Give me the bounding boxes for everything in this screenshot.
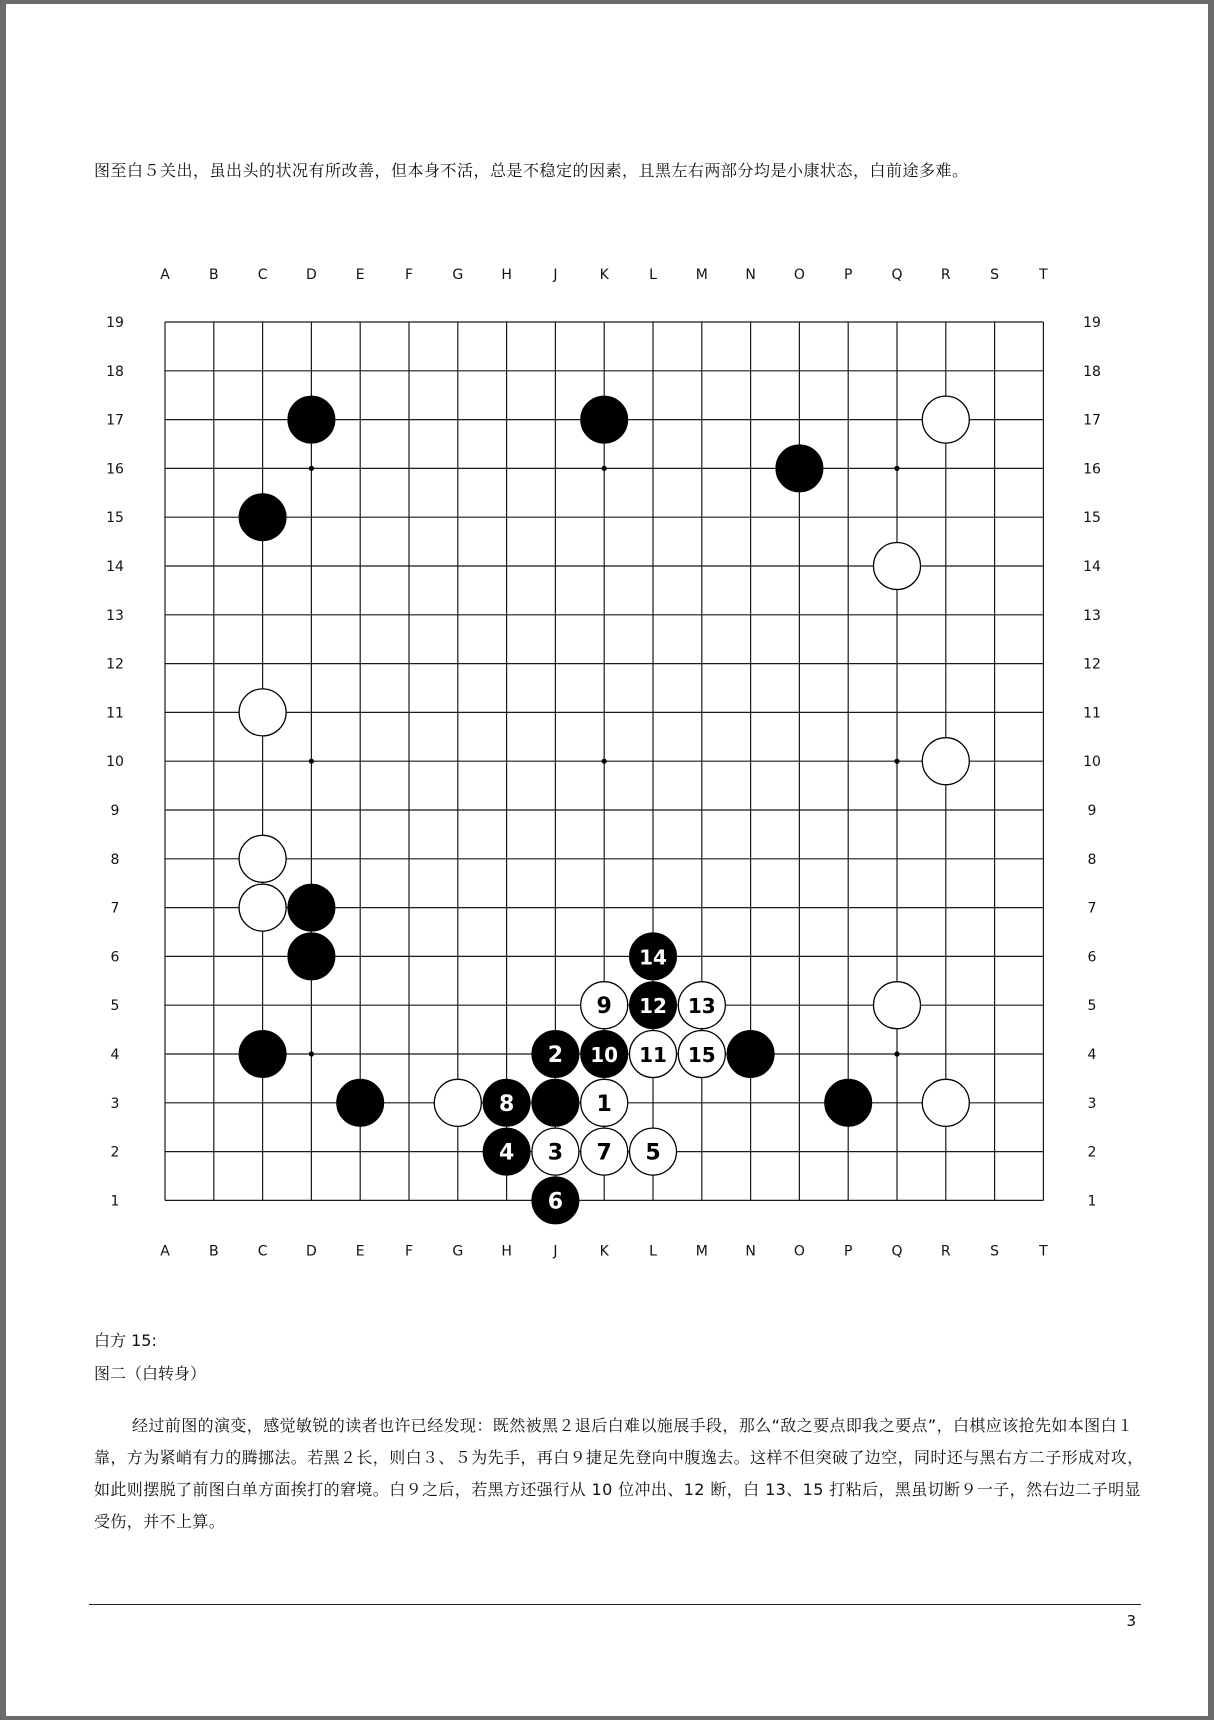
black-stone: [288, 933, 335, 980]
column-label-top: M: [695, 267, 708, 283]
move-number-label: 13: [687, 994, 716, 1019]
star-point: [894, 466, 899, 471]
column-label-top: H: [501, 267, 512, 283]
row-label-right: 12: [1083, 656, 1101, 673]
black-stone: [239, 494, 286, 541]
column-label-top: G: [452, 267, 464, 283]
row-label-left: 11: [106, 705, 124, 722]
star-point: [894, 1051, 899, 1056]
row-label-right: 1: [1087, 1193, 1097, 1210]
white-stone: [874, 543, 921, 590]
commentary-paragraph: 经过前图的演变，感觉敏锐的读者也许已经发现：既然被黑２退后白难以施展手段，那么“敌之要点即我之要点”，白棋应该抢先如本图白１靠，方为紧峭有力的腾挪法。若黑２长，则白３、５为先手，再白９捷足先登向中腹逸去。这样不但突破了边空，同时还与黑右方二子形成对攻，如此则摆脱了前图白单方面挨打的窘境。白９之后，若黑方还强行从 10 位冲出、12 断，白 13、15 打粘后，黑虽切断９一子，然右边二子明显受伤，并不上算。: [94, 1416, 1144, 1531]
star-point: [309, 759, 314, 764]
black-stone: [776, 445, 823, 492]
column-label-bottom: F: [404, 1243, 414, 1260]
row-label-right: 18: [1083, 363, 1101, 380]
row-label-left: 17: [106, 412, 124, 429]
row-label-left: 10: [106, 754, 124, 771]
black-stone: [288, 884, 335, 931]
white-stone: [922, 396, 969, 443]
column-label-top: K: [599, 267, 609, 283]
star-point: [309, 466, 314, 471]
move-number-label: 12: [639, 994, 667, 1019]
row-label-right: 14: [1083, 559, 1101, 575]
document-page: [6, 4, 1208, 1716]
row-label-right: 7: [1087, 900, 1097, 917]
column-label-bottom: B: [208, 1243, 219, 1260]
row-label-left: 2: [110, 1144, 120, 1161]
row-label-left: 12: [106, 656, 124, 673]
white-stone: [434, 1079, 481, 1126]
white-stone: [239, 884, 286, 931]
move-number-label: 2: [547, 1043, 564, 1068]
row-label-right: 5: [1087, 998, 1097, 1015]
column-label-bottom: J: [553, 1243, 558, 1260]
row-label-left: 7: [110, 900, 120, 917]
go-diagram: [6, 4, 1208, 1308]
column-label-bottom: T: [1039, 1243, 1048, 1260]
row-label-right: 17: [1083, 412, 1101, 429]
star-point: [894, 759, 899, 764]
column-label-bottom: M: [695, 1243, 708, 1260]
column-label-bottom: R: [940, 1243, 951, 1260]
footer-divider: [89, 1604, 1141, 1605]
column-label-bottom: E: [355, 1243, 365, 1260]
intro-paragraph: 图至白５关出，虽出头的状况有所改善，但本身不活，总是不稳定的因素，且黑左右两部分均是小康状态，白前途多难。: [94, 161, 969, 180]
column-label-top: T: [1039, 267, 1048, 283]
row-label-left: 1: [110, 1193, 120, 1210]
move-number-label: 11: [639, 1043, 667, 1067]
column-label-top: A: [160, 267, 170, 283]
row-label-right: 15: [1083, 510, 1101, 527]
row-label-left: 18: [106, 363, 124, 380]
row-label-right: 11: [1083, 705, 1101, 722]
column-label-bottom: S: [990, 1243, 1000, 1260]
row-label-left: 15: [106, 510, 124, 527]
black-stone: [727, 1031, 774, 1078]
move-number-label: 3: [547, 1140, 564, 1166]
star-point: [602, 466, 607, 471]
column-label-bottom: D: [306, 1243, 317, 1260]
row-label-left: 8: [110, 851, 120, 868]
move-number-label: 5: [645, 1140, 661, 1166]
column-label-top: N: [745, 267, 756, 283]
row-label-right: 9: [1087, 803, 1097, 819]
white-stone: [239, 835, 286, 882]
star-point: [309, 1051, 314, 1056]
row-label-left: 9: [110, 803, 120, 819]
column-label-top: Q: [891, 267, 903, 283]
move-number-label: 10: [590, 1043, 619, 1067]
move-number-label: 8: [498, 1091, 515, 1117]
column-label-bottom: C: [257, 1243, 268, 1260]
row-label-right: 16: [1083, 461, 1101, 478]
row-label-right: 10: [1083, 754, 1101, 771]
column-label-top: L: [649, 267, 657, 283]
row-label-left: 13: [106, 607, 124, 624]
column-label-top: J: [553, 267, 558, 283]
row-label-left: 3: [110, 1095, 120, 1112]
white-stone: [874, 982, 921, 1029]
black-stone: [581, 396, 628, 443]
row-label-left: 16: [106, 461, 124, 478]
column-label-top: C: [257, 267, 268, 283]
move-number-label: 7: [596, 1140, 612, 1166]
white-stone: [922, 738, 969, 785]
column-label-bottom: N: [745, 1243, 756, 1260]
column-label-top: F: [404, 267, 414, 283]
column-label-bottom: K: [599, 1243, 609, 1260]
row-label-left: 6: [110, 949, 120, 966]
white-stone: [239, 689, 286, 736]
column-label-bottom: G: [452, 1243, 464, 1260]
move-number-label: 14: [639, 945, 667, 970]
column-label-bottom: A: [160, 1243, 170, 1260]
move-number-label: 1: [596, 1091, 612, 1117]
move-number-label: 9: [596, 994, 612, 1020]
column-label-top: D: [306, 267, 317, 283]
black-stone: [337, 1079, 384, 1126]
row-label-right: 6: [1087, 949, 1097, 966]
go-board: [6, 4, 1208, 1304]
black-stone: [825, 1079, 872, 1126]
row-label-right: 8: [1087, 851, 1097, 868]
column-label-top: S: [990, 267, 1000, 283]
column-label-bottom: Q: [891, 1243, 903, 1260]
column-label-bottom: H: [501, 1243, 512, 1260]
column-label-bottom: O: [793, 1243, 805, 1260]
row-label-right: 2: [1087, 1144, 1097, 1161]
column-label-top: O: [793, 267, 805, 283]
move-caption: 白方 15:: [94, 1331, 157, 1350]
figure-caption: 图二（白转身）: [94, 1364, 207, 1383]
row-label-left: 4: [110, 1047, 120, 1063]
row-label-left: 19: [106, 315, 124, 331]
column-label-top: P: [843, 267, 853, 283]
column-label-top: R: [940, 267, 951, 283]
row-label-right: 19: [1083, 315, 1101, 331]
page-number: 3: [1126, 1612, 1136, 1630]
black-stone: [239, 1031, 286, 1078]
column-label-top: B: [208, 267, 219, 283]
black-stone: [532, 1079, 579, 1126]
column-label-bottom: L: [649, 1243, 657, 1260]
move-number-label: 4: [498, 1140, 515, 1166]
row-label-right: 3: [1087, 1095, 1097, 1112]
row-label-right: 13: [1083, 607, 1101, 624]
row-label-left: 14: [106, 559, 124, 575]
move-number-label: 6: [547, 1189, 564, 1215]
move-number-label: 15: [687, 1043, 716, 1067]
column-label-bottom: P: [843, 1243, 853, 1260]
white-stone: [922, 1079, 969, 1126]
row-label-left: 5: [110, 998, 120, 1015]
star-point: [602, 759, 607, 764]
row-label-right: 4: [1087, 1047, 1097, 1063]
column-label-top: E: [355, 267, 365, 283]
black-stone: [288, 396, 335, 443]
